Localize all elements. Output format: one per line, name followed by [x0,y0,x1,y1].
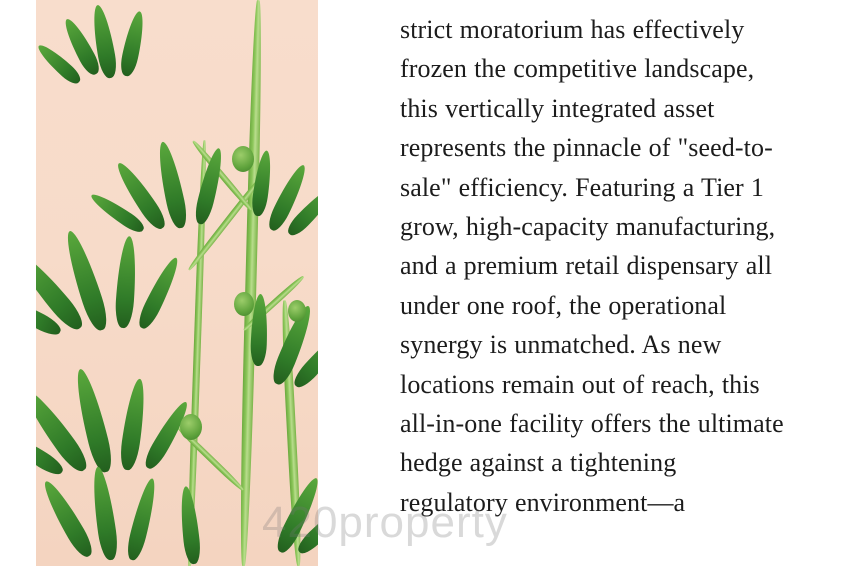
listing-photo [36,0,318,566]
plant-node [234,292,254,316]
plant-node [180,414,202,440]
plant-node [288,300,306,322]
watermark-420property: 420property [262,498,508,547]
plant-node [232,146,254,172]
listing-description-text: strict moratorium has effectively frozen the competitive landscape, this vertically integrated asset represents the pinnacle of "seed-to-sale" efficiency. Featuring a Tier 1 grow, high-capacity manufacturing, and a premium retail dispensary all under one roof, the operational synergy is unmatched. As new locations remain out of reach, this all-in-one facility offers the ultimate hedge against a tightening regulatory environment—a [400,15,784,517]
description-column [400,0,800,566]
